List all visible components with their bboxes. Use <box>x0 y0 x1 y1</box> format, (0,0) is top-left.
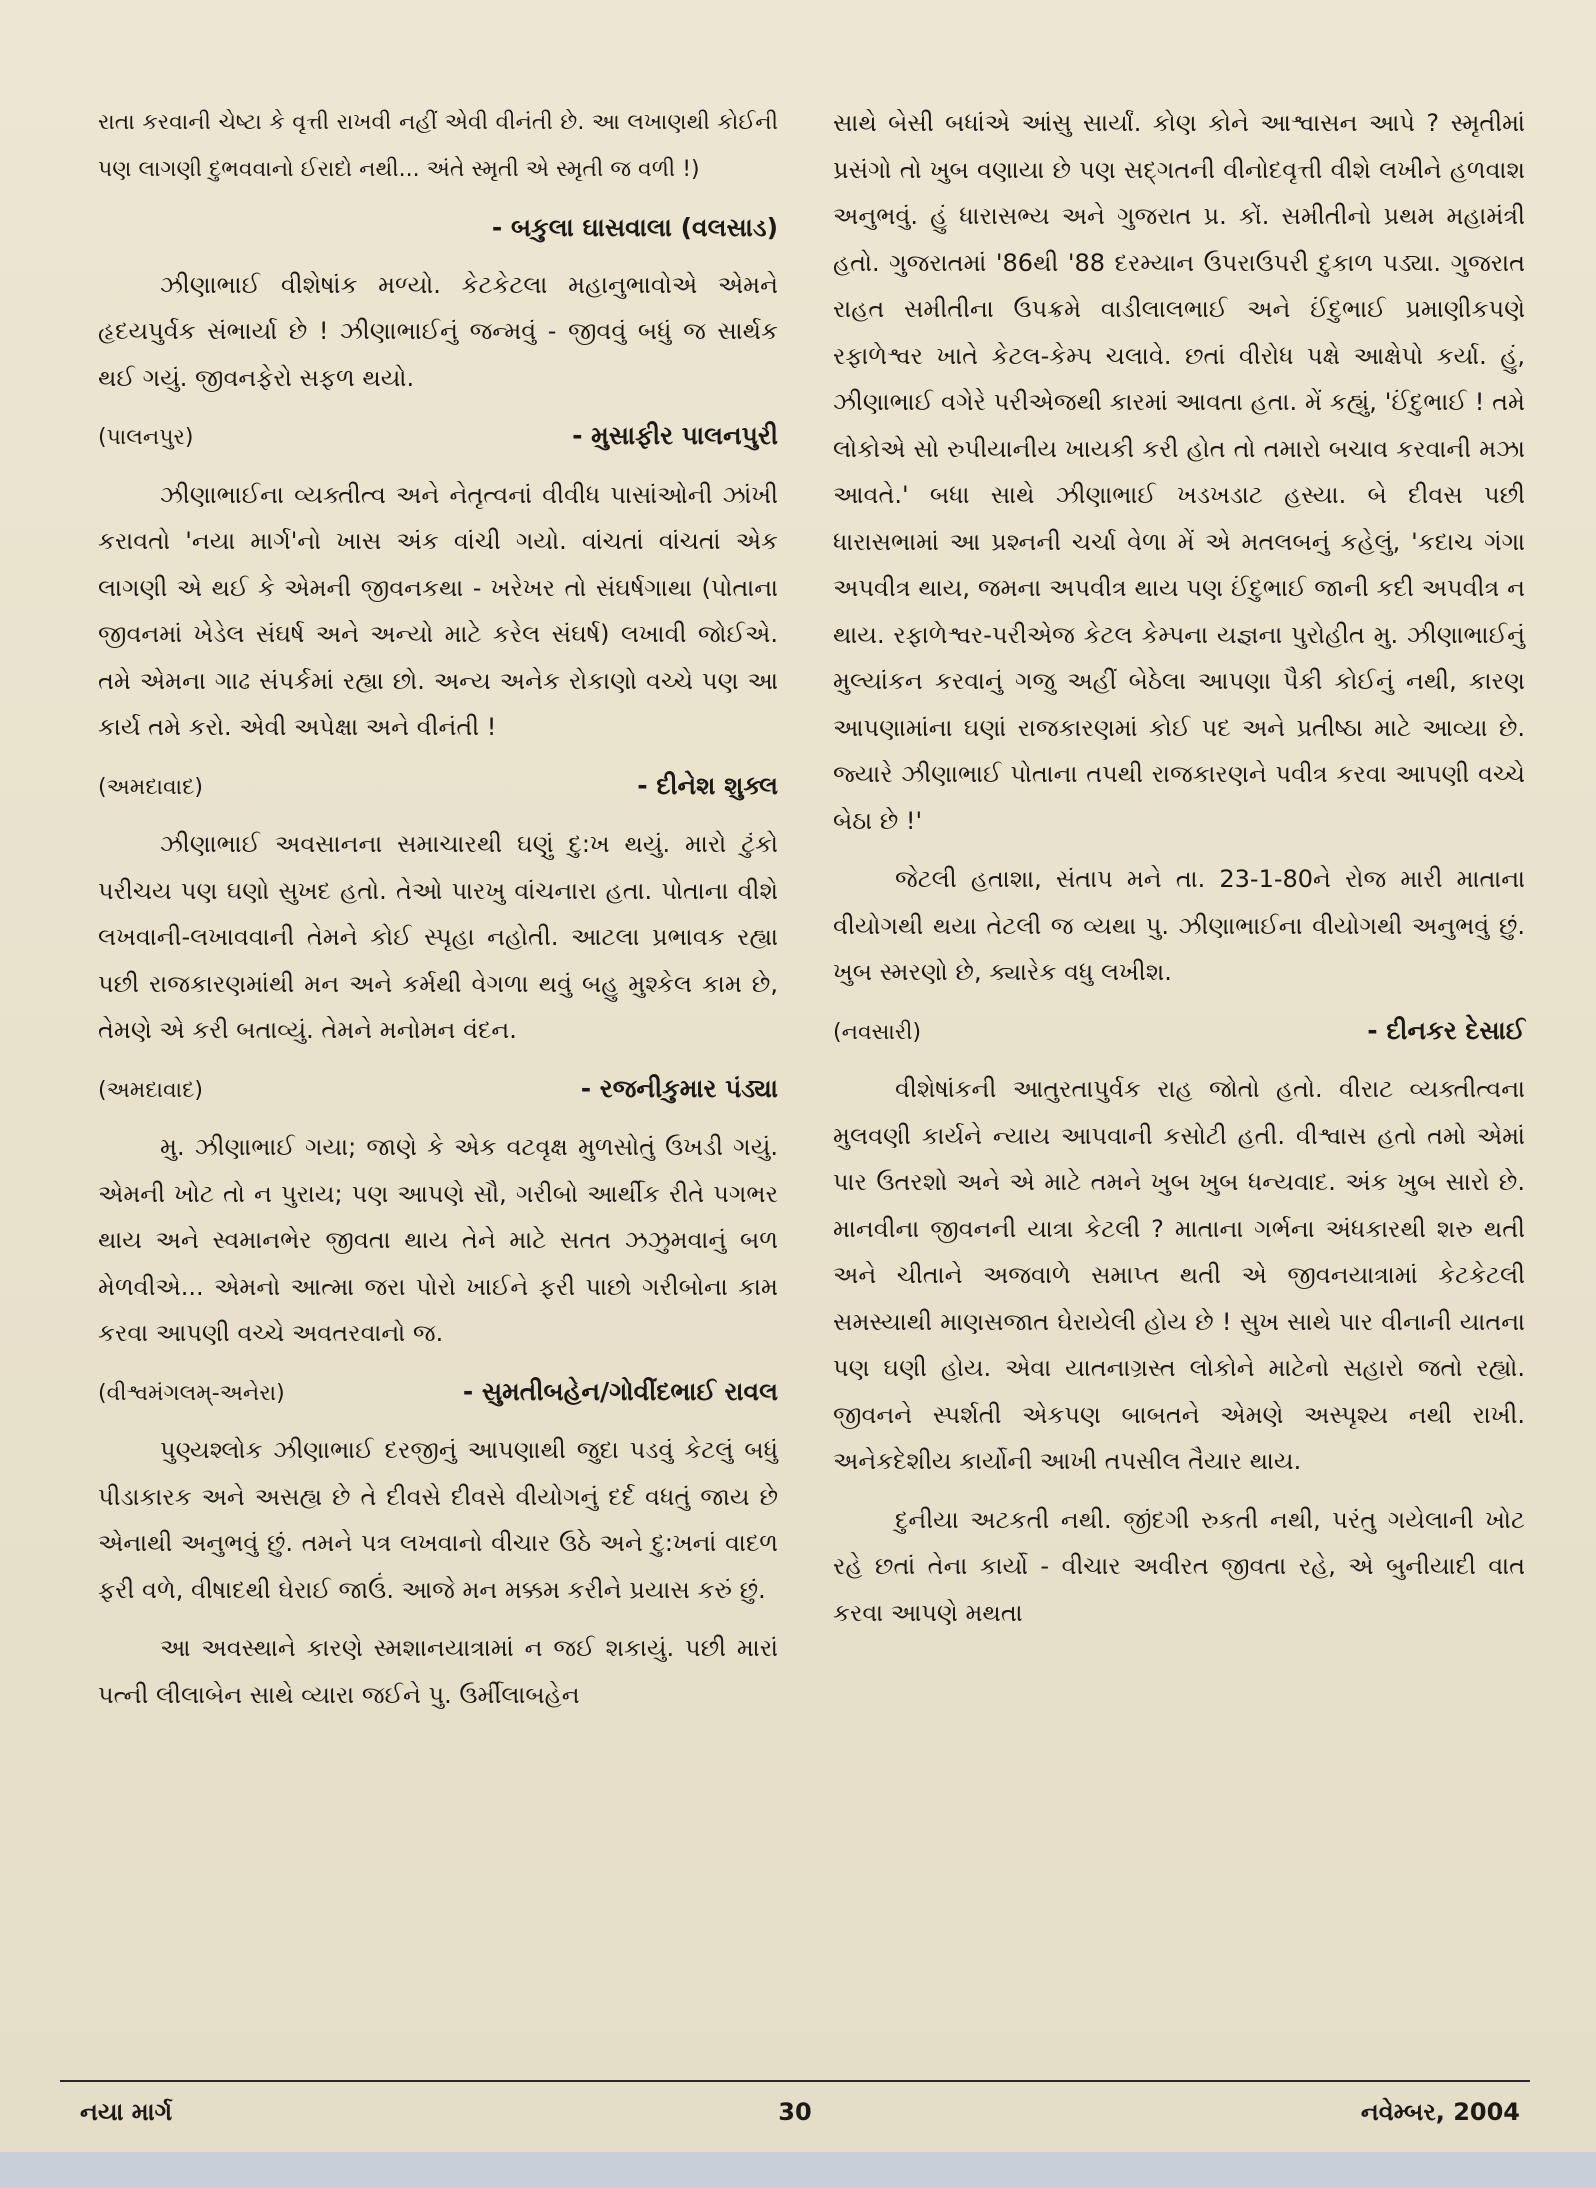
letter-paragraph: પુણ્યશ્લોક ઝીણાભાઈ દરજીનું આપણાથી જુદા પડવું કેટલું બધું પીડાકારક અને અસહ્ય છે તે દીવસે દીવસે વીયોગનું દર્દ વધતું જાય છે એનાથી અનુભવું છું. તમને પત્ર લખવાનો વીચાર ઉઠે અને દુ:ખનાં વાદળ ફરી વળે, વીષાદથી ઘેરાઈ જાઉં. આજે મન મક્કમ કરીને પ્રયાસ કરું છું. <box>98 1436 778 1604</box>
signature-name: - રજનીકુમાર પંડ્યા <box>580 1073 778 1103</box>
signature-place: (નવસારી) <box>833 1019 922 1045</box>
scan-edge-strip <box>0 2152 1596 2188</box>
letter-paragraph: આ અવસ્થાને કારણે સ્મશાનયાત્રામાં ન જઈ શકાયું. પછી મારાં પત્ની લીલાબેન સાથે વ્યારા જઈને પુ. ઉર્મીલાબહેન <box>98 1634 778 1709</box>
letter-paragraph: ઝીણાભાઈ અવસાનના સમાચારથી ઘણું દુ:ખ થયું. મારો ટુંકો પરીચય પણ ઘણો સુખદ હતો. તેઓ પારખુ વાંચનારા હતા. પોતાના વીશે લખવાની-લખાવવાની તેમને કોઈ સ્પૃહા નહોતી. આટલા પ્રભાવક રહ્યા પછી રાજકારણમાંથી મન અને કર્મથી વેગળા થવું બહુ મુશ્કેલ કામ છે, તેમણે એ કરી બતાવ્યું. તેમને મનોમન વંદન. <box>98 830 778 1044</box>
letter-signature <box>833 1008 1525 1057</box>
signature-place: (અમદાવાદ) <box>98 1077 203 1103</box>
page-number: 30 <box>778 2098 812 2126</box>
issue-date: નવેમ્બર, 2004 <box>1360 2098 1520 2126</box>
letter-paragraph: જેટલી હતાશા, સંતાપ મને તા. 23-1-80ને રોજ મારી માતાના વીયોગથી થયા તેટલી જ વ્યથા પુ. ઝીણાભાઈના વીયોગથી અનુભવું છું. ખુબ સ્મરણો છે, ક્યારેક વધુ લખીશ. <box>833 865 1525 986</box>
letter-signature <box>98 413 778 462</box>
signature-place: (અમદાવાદ) <box>98 774 203 800</box>
magazine-name: નયા માર્ગ <box>80 2098 173 2126</box>
signature-place: (પાલનપુર) <box>98 425 194 450</box>
letter-paragraph: ઝીણાભાઈના વ્યક્તીત્વ અને નેતૃત્વનાં વીવીધ પાસાંઓની ઝાંખી કરાવતો 'નયા માર્ગ'નો ખાસ અંક વાંચી ગયો. વાંચતાં વાંચતાં એક લાગણી એ થઈ કે એમની જીવનકથા - ખરેખર તો સંઘર્ષગાથા (પોતાના જીવનમાં ખેડેલ સંઘર્ષ અને અન્યો માટે કરેલ સંઘર્ષ) લખાવી જોઈએ. તમે એમના ગાઢ સંપર્કમાં રહ્યા છો. અન્ય અનેક રોકાણો વચ્ચે પણ આ કાર્ય તમે કરો. એવી અપેક્ષા અને વીનંતી ! <box>98 480 778 741</box>
letter-signature <box>98 205 778 252</box>
page-footer <box>60 2080 1530 2126</box>
signature-name: - દીનેશ શુક્લ <box>637 770 778 800</box>
letter-paragraph: વીશેષાંકની આતુરતાપુર્વક રાહ જોતો હતો. વીરાટ વ્યક્તીત્વના મુલવણી કાર્યને ન્યાય આપવાની કસોટી હતી. વીશ્વાસ હતો તમો એમાં પાર ઉતરશો અને એ માટે તમને ખુબ ખુબ ધન્યવાદ. અંક ખુબ સારો છે. માનવીના જીવનની યાત્રા કેટલી ? માતાના ગર્ભના અંધકારથી શરુ થતી અને ચીતાને અજવાળે સમાપ્ત થતી એ જીવનયાત્રામાં કેટકેટલી સમસ્યાથી માણસજાત ઘેરાયેલી હોય છે ! સુખ સાથે પાર વીનાની યાતના પણ ઘણી હોય. એવા યાતનાગ્રસ્ત લોકોને માટેનો સહારો જતો રહ્યો. જીવનને સ્પર્શતી એકપણ બાબતને એમણે અસ્પૃશ્ય નથી રાખી. અનેકદેશીય કાર્યોની આખી તપસીલ તૈયાર થાય. <box>833 1075 1525 1475</box>
right-column <box>833 100 1525 1648</box>
signature-name: - દીનકર દેસાઈ <box>1367 1015 1525 1045</box>
letter-paragraph: રાતા કરવાની ચેષ્ટા કે વૃત્તી રાખવી નહીં એવી વીનંતી છે. આ લખાણથી કોઈની પણ લાગણી દુભવવાનો ઈરાદો નથી... અંતે સ્મૃતી એ સ્મૃતી જ વળી !) <box>98 110 778 182</box>
letter-signature <box>98 763 778 812</box>
signature-name: - મુસાફીર પાલનપુરી <box>572 421 778 450</box>
letter-signature <box>98 1066 778 1115</box>
signature-place: (વીશ્વમંગલમ્-અનેરા) <box>98 1380 285 1406</box>
signature-name: - સુમતીબહેન/ગોવીંદભાઈ રાવલ <box>462 1376 778 1406</box>
letter-paragraph: દુનીયા અટકતી નથી. જીંદગી રુકતી નથી, પરંતુ ગયેલાની ખોટ રહે છતાં તેના કાર્યો - વીચાર અવીરત જીવતા રહે, એ બુનીયાદી વાત કરવા આપણે મથતા <box>833 1505 1525 1627</box>
letter-paragraph: ઝીણાભાઈ વીશેષાંક મળ્યો. કેટકેટલા મહાનુભાવોએ એમને હૃદયપુર્વક સંભાર્યા છે ! ઝીણાભાઈનું જન્મવું - જીવવું બધું જ સાર્થક થઈ ગયું. જીવનફેરો સફળ થયો. <box>98 270 778 392</box>
signature-name: - બકુલા ઘાસવાલા (વલસાડ) <box>491 213 778 242</box>
letter-signature <box>98 1369 778 1418</box>
letter-paragraph: મુ. ઝીણાભાઈ ગયા; જાણે કે એક વટવૃક્ષ મુળસોતું ઉખડી ગયું. એમની ખોટ તો ન પુરાય; પણ આપણે સૌ, ગરીબો આર્થીક રીતે પગભર થાય અને સ્વમાનભેર જીવતા થાય તેને માટે સતત ઝઝુમવાનું બળ મેળવીએ... એમનો આત્મા જરા પોરો ખાઈને ફરી પાછો ગરીબોના કામ કરવા આપણી વચ્ચે અવતરવાનો જ. <box>98 1133 778 1347</box>
letter-paragraph: સાથે બેસી બધાંએ આંસુ સાર્યાં. કોણ કોને આશ્વાસન આપે ? સ્મૃતીમાં પ્રસંગો તો ખુબ વણાયા છે પણ સદ્‌ગતની વીનોદવૃત્તી વીશે લખીને હળવાશ અનુભવું. હું ધારાસભ્ય અને ગુજરાત પ્ર. કોં. સમીતીનો પ્રથમ મહામંત્રી હતો. ગુજરાતમાં '86થી '88 દરમ્યાન ઉપરાઉપરી દુકાળ પડ્યા. ગુજરાત રાહત સમીતીના ઉપક્રમે વાડીલાલભાઈ અને ઈંદુભાઈ પ્રમાણીકપણે રફાળેશ્વર ખાતે કેટલ-કેમ્પ ચલાવે. છતાં વીરોધ પક્ષે આક્ષેપો કર્યા. હું, ઝીણાભાઈ વગેરે પરીએજથી કારમાં આવતા હતા. મેં કહ્યું, 'ઈંદુભાઈ ! તમે લોકોએ સો રુપીયાનીય ખાયકી કરી હોત તો તમારો બચાવ કરવાની મઝા આવતે.' બધા સાથે ઝીણાભાઈ ખડખડાટ હસ્યા. બે દીવસ પછી ધારાસભામાં આ પ્રશ્નની ચર્ચા વેળા મેં એ મતલબનું કહેલું, 'કદાચ ગંગા અપવીત્ર થાય, જમના અપવીત્ર થાય પણ ઈંદુભાઈ જાની કદી અપવીત્ર ન થાય. રફાળેશ્વર-પરીએજ કેટલ કેમ્પના યજ્ઞના પુરોહીત મુ. ઝીણાભાઈનું મુલ્યાંકન કરવાનું ગજુ અહીં બેઠેલા આપણા પૈકી કોઈનું નથી, કારણ આપણામાંના ઘણાં રાજકારણમાં કોઈ પદ અને પ્રતીષ્ઠા માટે આવ્યા છે. જ્યારે ઝીણાભાઈ પોતાના તપથી રાજકારણને પવીત્ર કરવા આપણી વચ્ચે બેઠા છે !' <box>833 109 1525 835</box>
left-column <box>98 100 778 1730</box>
